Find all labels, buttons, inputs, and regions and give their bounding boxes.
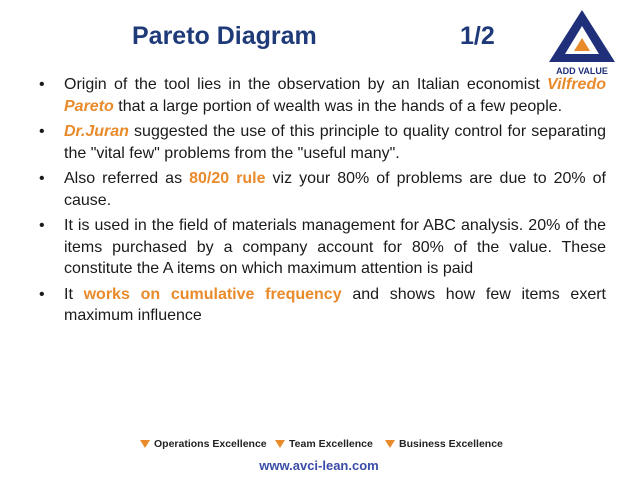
highlighted-term: 80/20 rule xyxy=(189,170,266,187)
bullet-text xyxy=(64,170,606,209)
bullet-text-part: viz your 80% of problems are due to 20% of cause. xyxy=(64,170,607,209)
triangle-down-icon xyxy=(385,440,395,448)
bullet-text-part: It xyxy=(64,285,84,303)
logo-text: ADD VALUE xyxy=(556,66,608,76)
slide-header xyxy=(0,22,560,58)
bullet-item: • It is used in the field of materials management for ABC analysis. 20% of the items purchased by a company account for 80% of the value. These constitute the A items on which maximum attention is paid xyxy=(39,217,606,277)
website-url[interactable]: www.avci-lean.com xyxy=(259,458,379,473)
highlighted-term: works on cumulative frequency xyxy=(83,285,342,303)
highlighted-term: Dr.Juran xyxy=(64,123,129,140)
bullet-item: • Also referred as 80/20 rule viz your 80% of problems are due to 20% of cause. xyxy=(39,170,607,209)
add-value-logo xyxy=(543,8,621,78)
bullet-item: • Dr.Juran suggested the use of this principle to quality control for separating the "vital few" problems from the "useful many". xyxy=(39,123,606,162)
triangle-down-icon xyxy=(140,440,150,448)
bullet-text xyxy=(64,217,606,277)
bullet-text-part: It is used in the field of materials management for ABC analysis. 20% of the items purchased by a company account for 80% of the value. These constitute the A items on which maximum attention is paid xyxy=(64,217,606,277)
bullet-text-part: Origin of the tool lies in the observation by an Italian economist xyxy=(64,76,548,93)
footer-item: Operations Excellence xyxy=(140,438,267,450)
bullet-list xyxy=(34,74,606,331)
bullet-text xyxy=(64,76,606,115)
bullet-text-part: suggested the use of this principle to quality control for separating the "vital few" problems from the "useful many". xyxy=(64,123,606,162)
highlighted-term: Vilfredo Pareto xyxy=(64,76,606,115)
slide-title: Pareto Diagram xyxy=(132,22,317,50)
bullet-item: • Origin of the tool lies in the observation by an Italian economist Vilfredo Pareto that a large portion of wealth was in the hands of a few people. xyxy=(39,76,606,115)
bullet-text-part: Also referred as xyxy=(64,170,190,187)
bullet-text xyxy=(64,123,606,162)
page-number: 1/2 xyxy=(460,22,495,50)
footer-bar xyxy=(0,438,638,458)
bullet-text-part: that a large portion of wealth was in the hands of a few people. xyxy=(113,97,563,115)
footer-item: Team Excellence xyxy=(275,438,373,450)
bullet-item: • It works on cumulative frequency and shows how few items exert maximum influence xyxy=(39,285,606,324)
bullet-text-part: and shows how few items exert maximum influence xyxy=(64,285,606,324)
footer-item: Business Excellence xyxy=(385,438,503,450)
bullet-text xyxy=(64,286,606,325)
triangle-down-icon xyxy=(275,440,285,448)
